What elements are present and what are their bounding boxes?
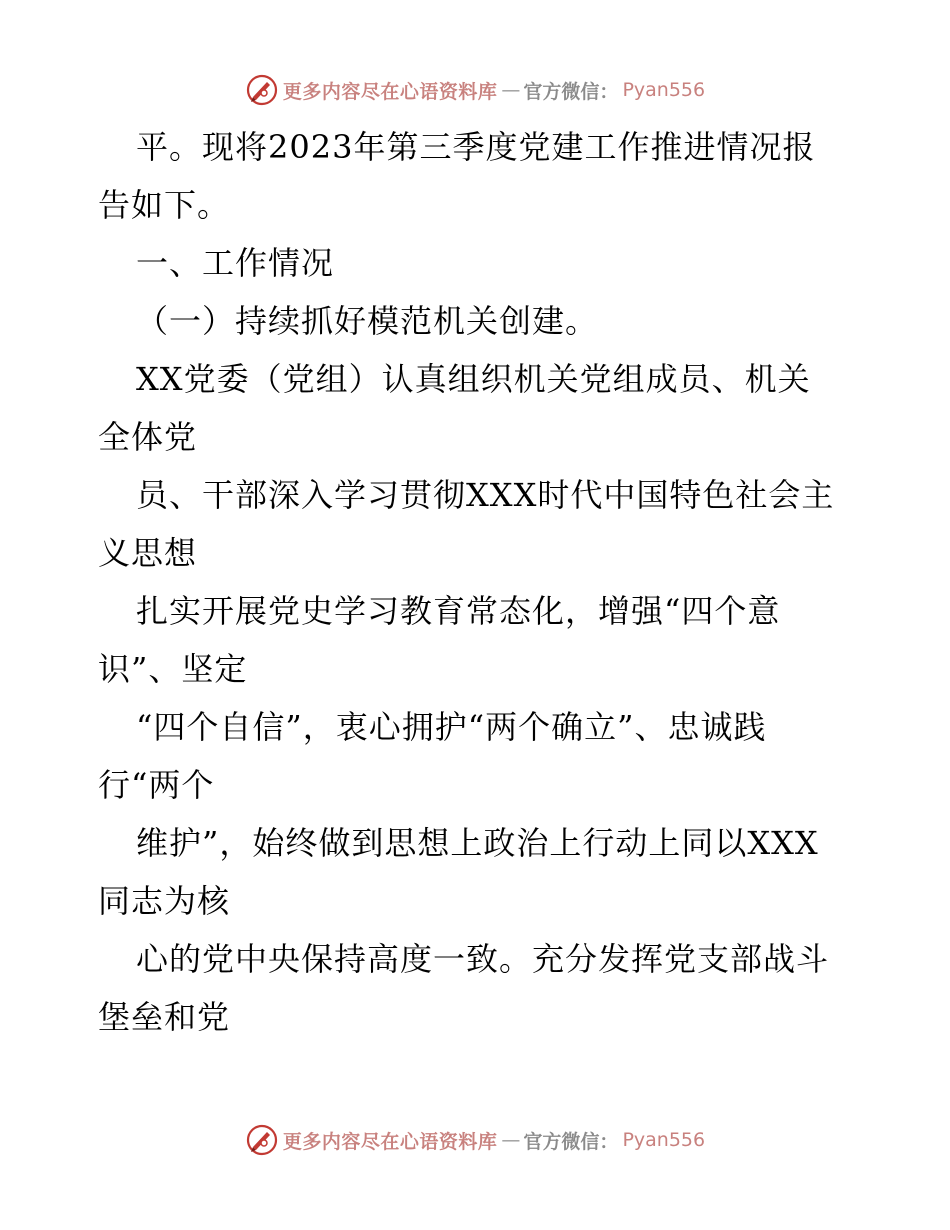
watermark-dash: — bbox=[501, 1129, 520, 1151]
watermark-wechat-label: 官方微信： bbox=[523, 1130, 619, 1153]
watermark-group bbox=[245, 1123, 705, 1157]
watermark-wechat-id: Pyan556 bbox=[622, 1129, 706, 1151]
watermark-wechat-id: Pyan556 bbox=[622, 79, 706, 101]
body-line: 告如下。 bbox=[98, 186, 231, 224]
body-line: 全体党 bbox=[98, 418, 198, 456]
body-line: 堡垒和党 bbox=[98, 998, 231, 1036]
body-line: 员、干部深入学习贯彻XXX时代中国特色社会主 bbox=[136, 476, 835, 514]
watermark-dash: — bbox=[501, 79, 520, 101]
body-line: 扎实开展党史学习教育常态化，增强“四个意 bbox=[136, 592, 781, 630]
watermark-site-text: 更多内容尽在心语资料库 bbox=[282, 80, 498, 103]
watermark-site-text: 更多内容尽在心语资料库 bbox=[282, 1130, 498, 1153]
body-line: “四个自信”，衷心拥护“两个确立”、忠诚践 bbox=[136, 708, 767, 746]
pen-logo-icon bbox=[245, 73, 279, 107]
body-line: 心的党中央保持高度一致。充分发挥党支部战斗 bbox=[136, 940, 830, 978]
watermark-group bbox=[245, 73, 705, 107]
body-line: 平。现将2023年第三季度党建工作推进情况报 bbox=[136, 128, 816, 166]
header-watermark bbox=[0, 70, 950, 110]
document-body bbox=[98, 118, 858, 1046]
body-line: XX党委（党组）认真组织机关党组成员、机关 bbox=[136, 360, 811, 398]
body-line: 识”、坚定 bbox=[98, 650, 248, 688]
section-heading: 一、工作情况 bbox=[136, 244, 335, 282]
body-line: 维护”，始终做到思想上政治上行动上同以XXX bbox=[136, 824, 819, 862]
pen-logo-icon bbox=[245, 1123, 279, 1157]
subsection-heading: （一）持续抓好模范机关创建。 bbox=[136, 302, 599, 340]
body-line: 义思想 bbox=[98, 534, 198, 572]
body-line: 同志为核 bbox=[98, 882, 231, 920]
watermark-wechat-label: 官方微信： bbox=[523, 80, 619, 103]
body-line: 行“两个 bbox=[98, 766, 215, 804]
footer-watermark bbox=[0, 1120, 950, 1160]
